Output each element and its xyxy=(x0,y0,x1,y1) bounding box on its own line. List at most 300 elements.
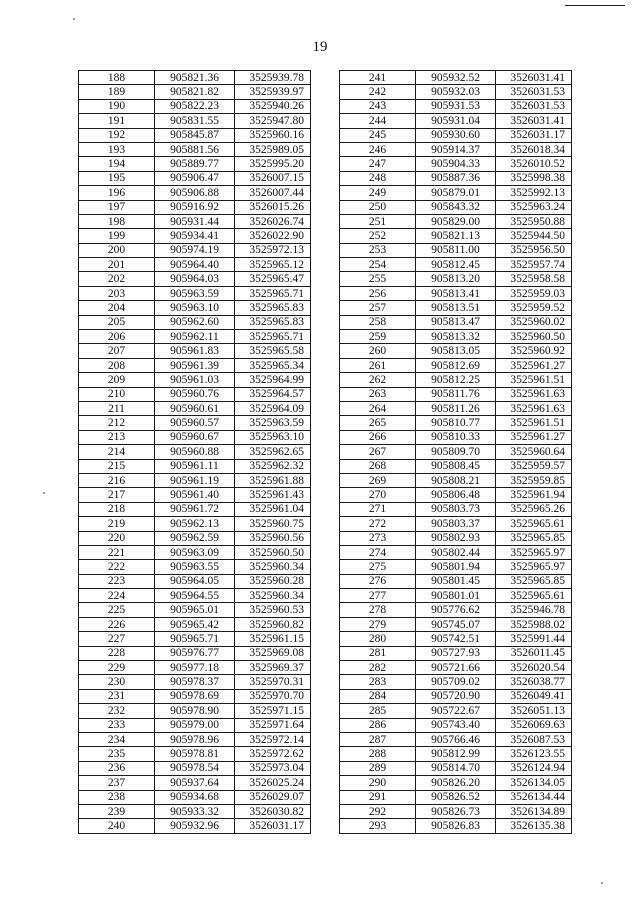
y-coordinate: 3526025.24 xyxy=(235,776,311,790)
y-coordinate: 3525970.70 xyxy=(235,689,311,703)
point-number: 289 xyxy=(340,761,416,775)
point-number: 264 xyxy=(340,401,416,415)
y-coordinate: 3525965.83 xyxy=(235,315,311,329)
table-row xyxy=(79,401,311,415)
point-number: 199 xyxy=(79,229,155,243)
table-row xyxy=(340,373,572,387)
x-coordinate: 905742.51 xyxy=(416,632,496,646)
table-row xyxy=(340,646,572,660)
x-coordinate: 905811.00 xyxy=(416,243,496,257)
point-number: 272 xyxy=(340,517,416,531)
point-number: 288 xyxy=(340,747,416,761)
table-row xyxy=(340,272,572,286)
table-row xyxy=(79,157,311,171)
point-number: 242 xyxy=(340,85,416,99)
table-row xyxy=(79,488,311,502)
table-row xyxy=(340,142,572,156)
y-coordinate: 3525973.04 xyxy=(235,761,311,775)
point-number: 209 xyxy=(79,373,155,387)
point-number: 257 xyxy=(340,301,416,315)
point-number: 249 xyxy=(340,186,416,200)
y-coordinate: 3526031.53 xyxy=(496,85,572,99)
x-coordinate: 905964.40 xyxy=(155,258,235,272)
x-coordinate: 905979.00 xyxy=(155,718,235,732)
point-number: 201 xyxy=(79,258,155,272)
point-number: 228 xyxy=(79,646,155,660)
table-row xyxy=(79,128,311,142)
y-coordinate: 3525965.26 xyxy=(496,502,572,516)
coordinates-table-left xyxy=(78,70,311,834)
x-coordinate: 905802.93 xyxy=(416,531,496,545)
table-row xyxy=(79,286,311,300)
y-coordinate: 3525959.57 xyxy=(496,459,572,473)
point-number: 223 xyxy=(79,574,155,588)
table-row xyxy=(340,804,572,818)
table-row xyxy=(79,689,311,703)
point-number: 246 xyxy=(340,142,416,156)
x-coordinate: 905964.03 xyxy=(155,272,235,286)
scan-speck xyxy=(43,492,45,494)
point-number: 215 xyxy=(79,459,155,473)
point-number: 259 xyxy=(340,330,416,344)
point-number: 275 xyxy=(340,560,416,574)
table-row xyxy=(79,114,311,128)
point-number: 253 xyxy=(340,243,416,257)
table-row xyxy=(340,661,572,675)
point-number: 221 xyxy=(79,545,155,559)
x-coordinate: 905812.25 xyxy=(416,373,496,387)
table-row xyxy=(79,646,311,660)
point-number: 250 xyxy=(340,200,416,214)
point-number: 229 xyxy=(79,661,155,675)
x-coordinate: 905808.21 xyxy=(416,473,496,487)
point-number: 269 xyxy=(340,473,416,487)
point-number: 205 xyxy=(79,315,155,329)
x-coordinate: 905776.62 xyxy=(416,603,496,617)
y-coordinate: 3525961.63 xyxy=(496,401,572,415)
table-row xyxy=(79,85,311,99)
table-row xyxy=(340,200,572,214)
table-row xyxy=(79,819,311,833)
y-coordinate: 3525958.58 xyxy=(496,272,572,286)
table-row xyxy=(340,675,572,689)
y-coordinate: 3525965.97 xyxy=(496,545,572,559)
y-coordinate: 3526031.41 xyxy=(496,114,572,128)
x-coordinate: 905976.77 xyxy=(155,646,235,660)
point-number: 211 xyxy=(79,401,155,415)
x-coordinate: 905965.42 xyxy=(155,617,235,631)
point-number: 203 xyxy=(79,286,155,300)
y-coordinate: 3525946.78 xyxy=(496,603,572,617)
point-number: 225 xyxy=(79,603,155,617)
point-number: 286 xyxy=(340,718,416,732)
x-coordinate: 905930.60 xyxy=(416,128,496,142)
point-number: 238 xyxy=(79,790,155,804)
point-number: 210 xyxy=(79,387,155,401)
y-coordinate: 3525965.61 xyxy=(496,589,572,603)
x-coordinate: 905801.01 xyxy=(416,589,496,603)
table-row xyxy=(340,71,572,85)
point-number: 212 xyxy=(79,416,155,430)
point-number: 230 xyxy=(79,675,155,689)
table-row xyxy=(79,545,311,559)
y-coordinate: 3526124.94 xyxy=(496,761,572,775)
table-row xyxy=(79,171,311,185)
y-coordinate: 3526026.74 xyxy=(235,214,311,228)
x-coordinate: 905810.77 xyxy=(416,416,496,430)
point-number: 261 xyxy=(340,358,416,372)
point-number: 194 xyxy=(79,157,155,171)
x-coordinate: 905813.32 xyxy=(416,330,496,344)
x-coordinate: 905960.67 xyxy=(155,430,235,444)
x-coordinate: 905963.55 xyxy=(155,560,235,574)
point-number: 239 xyxy=(79,804,155,818)
point-number: 227 xyxy=(79,632,155,646)
y-coordinate: 3525962.65 xyxy=(235,445,311,459)
point-number: 247 xyxy=(340,157,416,171)
table-row xyxy=(79,517,311,531)
point-number: 240 xyxy=(79,819,155,833)
point-number: 220 xyxy=(79,531,155,545)
table-row xyxy=(79,761,311,775)
point-number: 279 xyxy=(340,617,416,631)
point-number: 193 xyxy=(79,142,155,156)
point-number: 192 xyxy=(79,128,155,142)
point-number: 280 xyxy=(340,632,416,646)
point-number: 197 xyxy=(79,200,155,214)
table-row xyxy=(79,804,311,818)
table-row xyxy=(79,718,311,732)
point-number: 271 xyxy=(340,502,416,516)
x-coordinate: 905709.02 xyxy=(416,675,496,689)
table-row xyxy=(340,330,572,344)
x-coordinate: 905803.37 xyxy=(416,517,496,531)
table-row xyxy=(340,358,572,372)
y-coordinate: 3525964.57 xyxy=(235,387,311,401)
y-coordinate: 3525961.43 xyxy=(235,488,311,502)
table-row xyxy=(79,661,311,675)
x-coordinate: 905802.44 xyxy=(416,545,496,559)
point-number: 245 xyxy=(340,128,416,142)
y-coordinate: 3525969.37 xyxy=(235,661,311,675)
y-coordinate: 3526087.53 xyxy=(496,732,572,746)
point-number: 244 xyxy=(340,114,416,128)
y-coordinate: 3525965.85 xyxy=(496,574,572,588)
y-coordinate: 3525971.15 xyxy=(235,704,311,718)
x-coordinate: 905826.83 xyxy=(416,819,496,833)
y-coordinate: 3526031.41 xyxy=(496,71,572,85)
x-coordinate: 905831.55 xyxy=(155,114,235,128)
table-row xyxy=(340,747,572,761)
y-coordinate: 3525965.85 xyxy=(496,531,572,545)
table-row xyxy=(340,502,572,516)
point-number: 281 xyxy=(340,646,416,660)
x-coordinate: 905978.90 xyxy=(155,704,235,718)
y-coordinate: 3525970.31 xyxy=(235,675,311,689)
table-row xyxy=(340,689,572,703)
x-coordinate: 905932.52 xyxy=(416,71,496,85)
y-coordinate: 3525962.32 xyxy=(235,459,311,473)
point-number: 207 xyxy=(79,344,155,358)
table-row xyxy=(79,315,311,329)
table-row xyxy=(340,243,572,257)
y-coordinate: 3525965.71 xyxy=(235,286,311,300)
x-coordinate: 905821.36 xyxy=(155,71,235,85)
y-coordinate: 3526031.17 xyxy=(235,819,311,833)
x-coordinate: 905906.88 xyxy=(155,186,235,200)
table-row xyxy=(340,171,572,185)
x-coordinate: 905961.11 xyxy=(155,459,235,473)
table-row xyxy=(340,531,572,545)
y-coordinate: 3525940.26 xyxy=(235,99,311,113)
x-coordinate: 905963.09 xyxy=(155,545,235,559)
table-row xyxy=(340,776,572,790)
y-coordinate: 3526051.13 xyxy=(496,704,572,718)
x-coordinate: 905965.71 xyxy=(155,632,235,646)
table-row xyxy=(79,387,311,401)
y-coordinate: 3525960.53 xyxy=(235,603,311,617)
x-coordinate: 905932.03 xyxy=(416,85,496,99)
x-coordinate: 905721.66 xyxy=(416,661,496,675)
y-coordinate: 3525939.97 xyxy=(235,85,311,99)
y-coordinate: 3525960.92 xyxy=(496,344,572,358)
y-coordinate: 3525961.15 xyxy=(235,632,311,646)
y-coordinate: 3526018.34 xyxy=(496,142,572,156)
x-coordinate: 905978.37 xyxy=(155,675,235,689)
table-row xyxy=(79,574,311,588)
x-coordinate: 905931.04 xyxy=(416,114,496,128)
x-coordinate: 905978.96 xyxy=(155,732,235,746)
point-number: 266 xyxy=(340,430,416,444)
table-row xyxy=(340,704,572,718)
y-coordinate: 3525963.24 xyxy=(496,200,572,214)
table-row xyxy=(340,387,572,401)
point-number: 262 xyxy=(340,373,416,387)
point-number: 208 xyxy=(79,358,155,372)
point-number: 204 xyxy=(79,301,155,315)
x-coordinate: 905962.11 xyxy=(155,330,235,344)
y-coordinate: 3526123.55 xyxy=(496,747,572,761)
table-row xyxy=(340,517,572,531)
table-row xyxy=(340,761,572,775)
point-number: 285 xyxy=(340,704,416,718)
y-coordinate: 3525960.34 xyxy=(235,589,311,603)
y-coordinate: 3525991.44 xyxy=(496,632,572,646)
table-row xyxy=(79,445,311,459)
table-row xyxy=(340,157,572,171)
table-row xyxy=(340,545,572,559)
y-coordinate: 3525965.12 xyxy=(235,258,311,272)
point-number: 292 xyxy=(340,804,416,818)
table-row xyxy=(340,732,572,746)
table-row xyxy=(79,430,311,444)
table-row xyxy=(340,99,572,113)
y-coordinate: 3525960.16 xyxy=(235,128,311,142)
x-coordinate: 905931.53 xyxy=(416,99,496,113)
x-coordinate: 905806.48 xyxy=(416,488,496,502)
point-number: 217 xyxy=(79,488,155,502)
table-row xyxy=(340,401,572,415)
point-number: 188 xyxy=(79,71,155,85)
point-number: 290 xyxy=(340,776,416,790)
x-coordinate: 905906.47 xyxy=(155,171,235,185)
y-coordinate: 3525944.50 xyxy=(496,229,572,243)
x-coordinate: 905826.73 xyxy=(416,804,496,818)
x-coordinate: 905813.05 xyxy=(416,344,496,358)
y-coordinate: 3525964.09 xyxy=(235,401,311,415)
x-coordinate: 905845.87 xyxy=(155,128,235,142)
point-number: 251 xyxy=(340,214,416,228)
y-coordinate: 3525963.10 xyxy=(235,430,311,444)
y-coordinate: 3526029.07 xyxy=(235,790,311,804)
point-number: 216 xyxy=(79,473,155,487)
x-coordinate: 905826.20 xyxy=(416,776,496,790)
y-coordinate: 3525939.78 xyxy=(235,71,311,85)
point-number: 233 xyxy=(79,718,155,732)
x-coordinate: 905965.01 xyxy=(155,603,235,617)
y-coordinate: 3525959.03 xyxy=(496,286,572,300)
point-number: 258 xyxy=(340,315,416,329)
y-coordinate: 3525960.50 xyxy=(496,330,572,344)
table-row xyxy=(340,718,572,732)
header-rule xyxy=(565,5,625,6)
y-coordinate: 3525989.05 xyxy=(235,142,311,156)
x-coordinate: 905720.90 xyxy=(416,689,496,703)
x-coordinate: 905879.01 xyxy=(416,186,496,200)
x-coordinate: 905978.81 xyxy=(155,747,235,761)
x-coordinate: 905808.45 xyxy=(416,459,496,473)
y-coordinate: 3525960.64 xyxy=(496,445,572,459)
point-number: 213 xyxy=(79,430,155,444)
table-row xyxy=(79,675,311,689)
table-row xyxy=(340,315,572,329)
point-number: 234 xyxy=(79,732,155,746)
y-coordinate: 3525947.80 xyxy=(235,114,311,128)
table-row xyxy=(79,358,311,372)
point-number: 196 xyxy=(79,186,155,200)
table-row xyxy=(340,344,572,358)
table-row xyxy=(79,142,311,156)
table-row xyxy=(340,258,572,272)
y-coordinate: 3526031.53 xyxy=(496,99,572,113)
point-number: 282 xyxy=(340,661,416,675)
table-row xyxy=(340,430,572,444)
point-number: 265 xyxy=(340,416,416,430)
y-coordinate: 3526007.15 xyxy=(235,171,311,185)
y-coordinate: 3525961.27 xyxy=(496,358,572,372)
y-coordinate: 3525961.63 xyxy=(496,387,572,401)
point-number: 235 xyxy=(79,747,155,761)
point-number: 237 xyxy=(79,776,155,790)
y-coordinate: 3525964.99 xyxy=(235,373,311,387)
x-coordinate: 905934.41 xyxy=(155,229,235,243)
table-row xyxy=(340,617,572,631)
y-coordinate: 3525965.83 xyxy=(235,301,311,315)
x-coordinate: 905813.20 xyxy=(416,272,496,286)
point-number: 232 xyxy=(79,704,155,718)
point-number: 278 xyxy=(340,603,416,617)
point-number: 202 xyxy=(79,272,155,286)
y-coordinate: 3525998.38 xyxy=(496,171,572,185)
table-row xyxy=(79,344,311,358)
table-row xyxy=(340,186,572,200)
point-number: 255 xyxy=(340,272,416,286)
point-number: 248 xyxy=(340,171,416,185)
scan-speck xyxy=(601,882,603,884)
table-row xyxy=(79,531,311,545)
y-coordinate: 3526134.05 xyxy=(496,776,572,790)
y-coordinate: 3526011.45 xyxy=(496,646,572,660)
table-row xyxy=(79,214,311,228)
point-number: 256 xyxy=(340,286,416,300)
table-row xyxy=(340,445,572,459)
x-coordinate: 905881.56 xyxy=(155,142,235,156)
point-number: 190 xyxy=(79,99,155,113)
x-coordinate: 905743.40 xyxy=(416,718,496,732)
y-coordinate: 3525960.28 xyxy=(235,574,311,588)
y-coordinate: 3526015.26 xyxy=(235,200,311,214)
table-row xyxy=(79,71,311,85)
y-coordinate: 3525972.14 xyxy=(235,732,311,746)
point-number: 195 xyxy=(79,171,155,185)
table-row xyxy=(79,99,311,113)
point-number: 241 xyxy=(340,71,416,85)
table-row xyxy=(79,243,311,257)
point-number: 231 xyxy=(79,689,155,703)
x-coordinate: 905937.64 xyxy=(155,776,235,790)
point-number: 263 xyxy=(340,387,416,401)
x-coordinate: 905803.73 xyxy=(416,502,496,516)
table-row xyxy=(79,790,311,804)
x-coordinate: 905963.59 xyxy=(155,286,235,300)
x-coordinate: 905932.96 xyxy=(155,819,235,833)
y-coordinate: 3526134.44 xyxy=(496,790,572,804)
x-coordinate: 905961.19 xyxy=(155,473,235,487)
x-coordinate: 905812.45 xyxy=(416,258,496,272)
table-row xyxy=(79,776,311,790)
x-coordinate: 905964.55 xyxy=(155,589,235,603)
y-coordinate: 3525959.85 xyxy=(496,473,572,487)
point-number: 243 xyxy=(340,99,416,113)
table-row xyxy=(79,301,311,315)
x-coordinate: 905813.47 xyxy=(416,315,496,329)
point-number: 274 xyxy=(340,545,416,559)
x-coordinate: 905962.13 xyxy=(155,517,235,531)
point-number: 287 xyxy=(340,732,416,746)
coordinates-table-right xyxy=(339,70,572,834)
y-coordinate: 3525972.62 xyxy=(235,747,311,761)
point-number: 236 xyxy=(79,761,155,775)
x-coordinate: 905821.13 xyxy=(416,229,496,243)
x-coordinate: 905964.05 xyxy=(155,574,235,588)
y-coordinate: 3525961.94 xyxy=(496,488,572,502)
y-coordinate: 3525960.75 xyxy=(235,517,311,531)
x-coordinate: 905934.68 xyxy=(155,790,235,804)
x-coordinate: 905960.57 xyxy=(155,416,235,430)
point-number: 224 xyxy=(79,589,155,603)
table-row xyxy=(79,704,311,718)
y-coordinate: 3526049.41 xyxy=(496,689,572,703)
x-coordinate: 905810.33 xyxy=(416,430,496,444)
table-row xyxy=(79,747,311,761)
table-row xyxy=(340,85,572,99)
y-coordinate: 3525961.51 xyxy=(496,416,572,430)
table-row xyxy=(79,603,311,617)
point-number: 260 xyxy=(340,344,416,358)
point-number: 284 xyxy=(340,689,416,703)
y-coordinate: 3526020.54 xyxy=(496,661,572,675)
y-coordinate: 3525969.08 xyxy=(235,646,311,660)
